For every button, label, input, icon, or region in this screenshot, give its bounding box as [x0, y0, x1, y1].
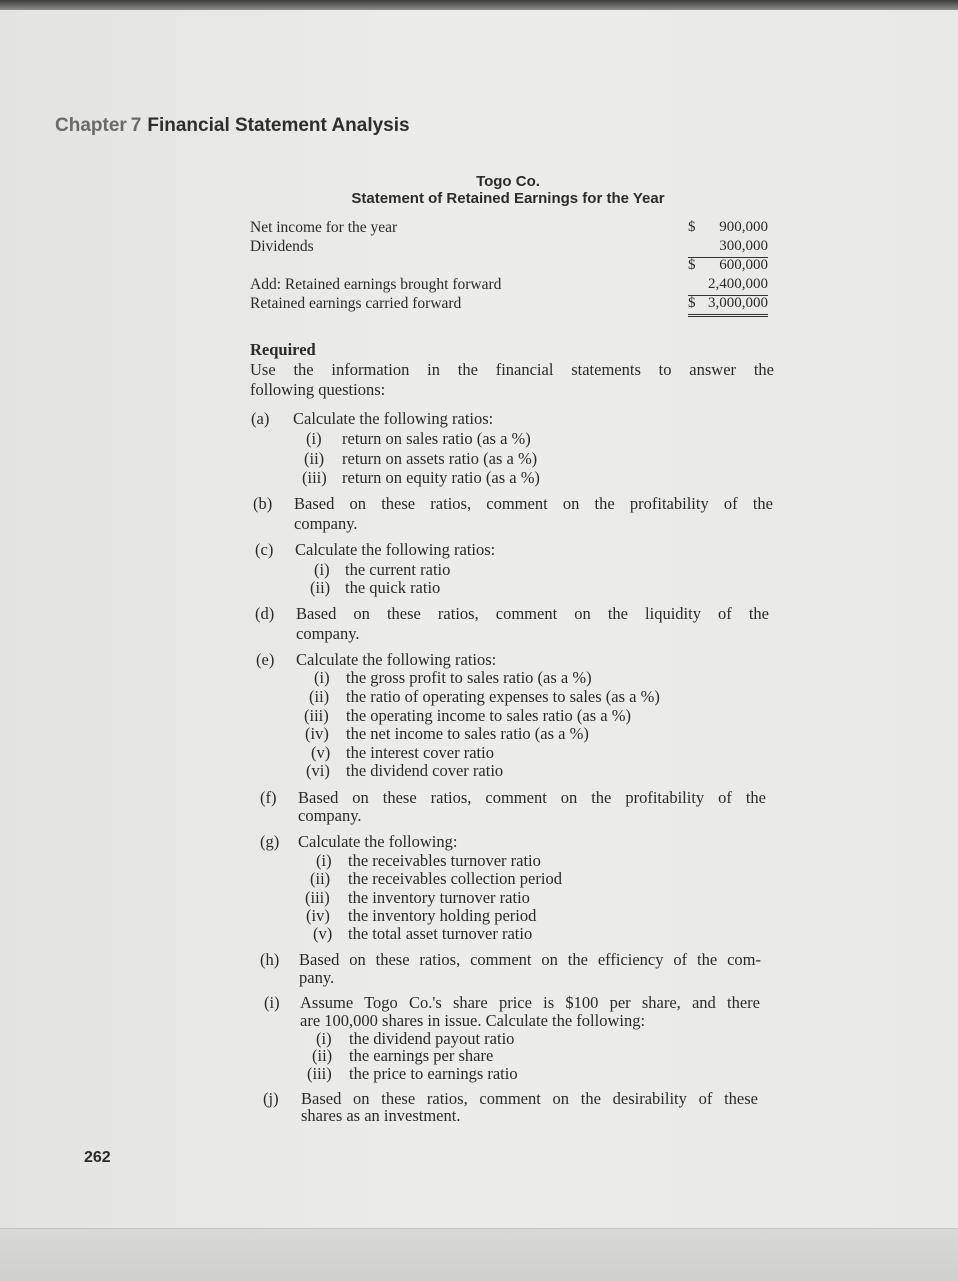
amount-value: 2,400,000: [708, 276, 768, 292]
chapter-word: Chapter: [55, 115, 127, 136]
sub-item-number: (i): [306, 429, 322, 448]
statement-row-amount: [688, 238, 768, 258]
sub-item-text: the net income to sales ratio (as a %): [346, 724, 589, 743]
question-label: (g): [260, 832, 280, 851]
sub-item-text: the receivables collection period: [348, 869, 562, 888]
question-label: (f): [260, 788, 277, 807]
sub-item-text: the gross profit to sales ratio (as a %): [346, 668, 592, 687]
sub-item-number: (iii): [305, 888, 330, 907]
sub-item-number: (i): [316, 1029, 332, 1048]
question-label: (a): [251, 409, 270, 428]
sub-item-number: (v): [311, 743, 331, 762]
currency-symbol: $: [688, 257, 696, 273]
sub-item-number: (vi): [306, 761, 330, 780]
sub-item-number: (iv): [305, 724, 329, 743]
sub-item-text: return on assets ratio (as a %): [342, 449, 538, 468]
question-text: Based on these ratios, comment on the profitability of the: [294, 494, 773, 513]
sub-item-text: the receivables turnover ratio: [348, 851, 541, 870]
sub-item-number: (i): [316, 851, 332, 870]
sub-item-text: the total asset turnover ratio: [348, 924, 533, 943]
sub-item-text: return on sales ratio (as a %): [342, 429, 531, 448]
question-text: Based on these ratios, comment on the profitability of the: [298, 788, 766, 807]
sub-item-number: (iii): [307, 1064, 332, 1083]
statement-row-label: Retained earnings carried forward: [250, 295, 462, 312]
statement-row-label: Dividends: [250, 238, 314, 255]
sub-item-number: (i): [314, 668, 330, 687]
sub-item-number: (ii): [304, 449, 325, 468]
statement-row-amount: [688, 295, 768, 317]
desk-surface: [0, 1228, 958, 1281]
question-text: Calculate the following ratios:: [295, 540, 496, 559]
question-label: (h): [260, 950, 280, 969]
question-label: (d): [255, 604, 275, 623]
amount-value: 900,000: [719, 219, 768, 235]
sub-item-text: the ratio of operating expenses to sales (as a %): [346, 687, 660, 706]
question-text: are 100,000 shares in issue. Calculate the following:: [300, 1011, 646, 1030]
page-number: 262: [84, 1149, 111, 1166]
sub-item-number: (ii): [312, 1046, 333, 1065]
question-text: company.: [298, 806, 362, 825]
currency-symbol: $: [688, 219, 696, 235]
top-shadow: [0, 0, 958, 10]
question-text: company.: [296, 624, 360, 643]
question-text: company.: [294, 514, 358, 533]
required-heading: Required: [250, 340, 316, 359]
question-text: Assume Togo Co.'s share price is $100 per share, and there: [300, 993, 760, 1012]
statement-row-amount: [688, 257, 768, 276]
amount-value: 300,000: [719, 238, 768, 254]
statement-row-amount: [688, 276, 768, 296]
company-name: Togo Co.: [476, 173, 540, 190]
question-label: (j): [263, 1089, 279, 1108]
question-text: pany.: [299, 968, 335, 987]
statement-title: Statement of Retained Earnings for the Year: [351, 190, 665, 207]
sub-item-number: (iii): [304, 706, 329, 725]
required-intro-line: Use the information in the financial statements to answer the: [250, 360, 774, 379]
sub-item-text: the dividend cover ratio: [346, 761, 504, 780]
question-text: Calculate the following ratios:: [296, 650, 497, 669]
chapter-title: Financial Statement Analysis: [147, 115, 410, 136]
currency-symbol: $: [688, 295, 696, 311]
sub-item-text: the price to earnings ratio: [349, 1064, 518, 1083]
sub-item-number: (v): [313, 924, 333, 943]
sub-item-text: the interest cover ratio: [346, 743, 494, 762]
sub-item-text: the quick ratio: [345, 578, 441, 597]
required-intro-line: following questions:: [250, 380, 386, 399]
question-label: (b): [253, 494, 273, 513]
sub-item-text: the current ratio: [345, 560, 451, 579]
sub-item-number: (ii): [310, 869, 331, 888]
question-text: shares as an investment.: [301, 1106, 461, 1125]
statement-row-label: Net income for the year: [250, 219, 398, 236]
sub-item-text: the inventory holding period: [348, 906, 537, 925]
statement-row-amount: [688, 219, 768, 238]
sub-item-text: the operating income to sales ratio (as a %): [346, 706, 631, 725]
statement-row-label: Add: Retained earnings brought forward: [250, 276, 502, 293]
amount-value: 3,000,000: [708, 295, 768, 311]
sub-item-text: the earnings per share: [349, 1046, 494, 1065]
sub-item-number: (ii): [310, 578, 331, 597]
question-text: Calculate the following:: [298, 832, 458, 851]
sub-item-text: the inventory turnover ratio: [348, 888, 530, 907]
question-text: Based on these ratios, comment on the liquidity of the: [296, 604, 769, 623]
sub-item-number: (iii): [302, 468, 327, 487]
question-label: (i): [264, 993, 280, 1012]
sub-item-number: (ii): [309, 687, 330, 706]
amount-value: 600,000: [719, 257, 768, 273]
chapter-header: [55, 115, 410, 137]
question-label: (e): [256, 650, 275, 669]
sub-item-text: return on equity ratio (as a %): [342, 468, 540, 487]
chapter-number: 7: [130, 115, 142, 136]
sub-item-number: (i): [314, 560, 330, 579]
question-text: Calculate the following ratios:: [293, 409, 494, 428]
sub-item-text: the dividend payout ratio: [349, 1029, 515, 1048]
question-label: (c): [255, 540, 274, 559]
question-text: Based on these ratios, comment on the efficiency of the com-: [299, 950, 761, 969]
question-text: Based on these ratios, comment on the desirability of these: [301, 1089, 758, 1108]
sub-item-number: (iv): [306, 906, 330, 925]
